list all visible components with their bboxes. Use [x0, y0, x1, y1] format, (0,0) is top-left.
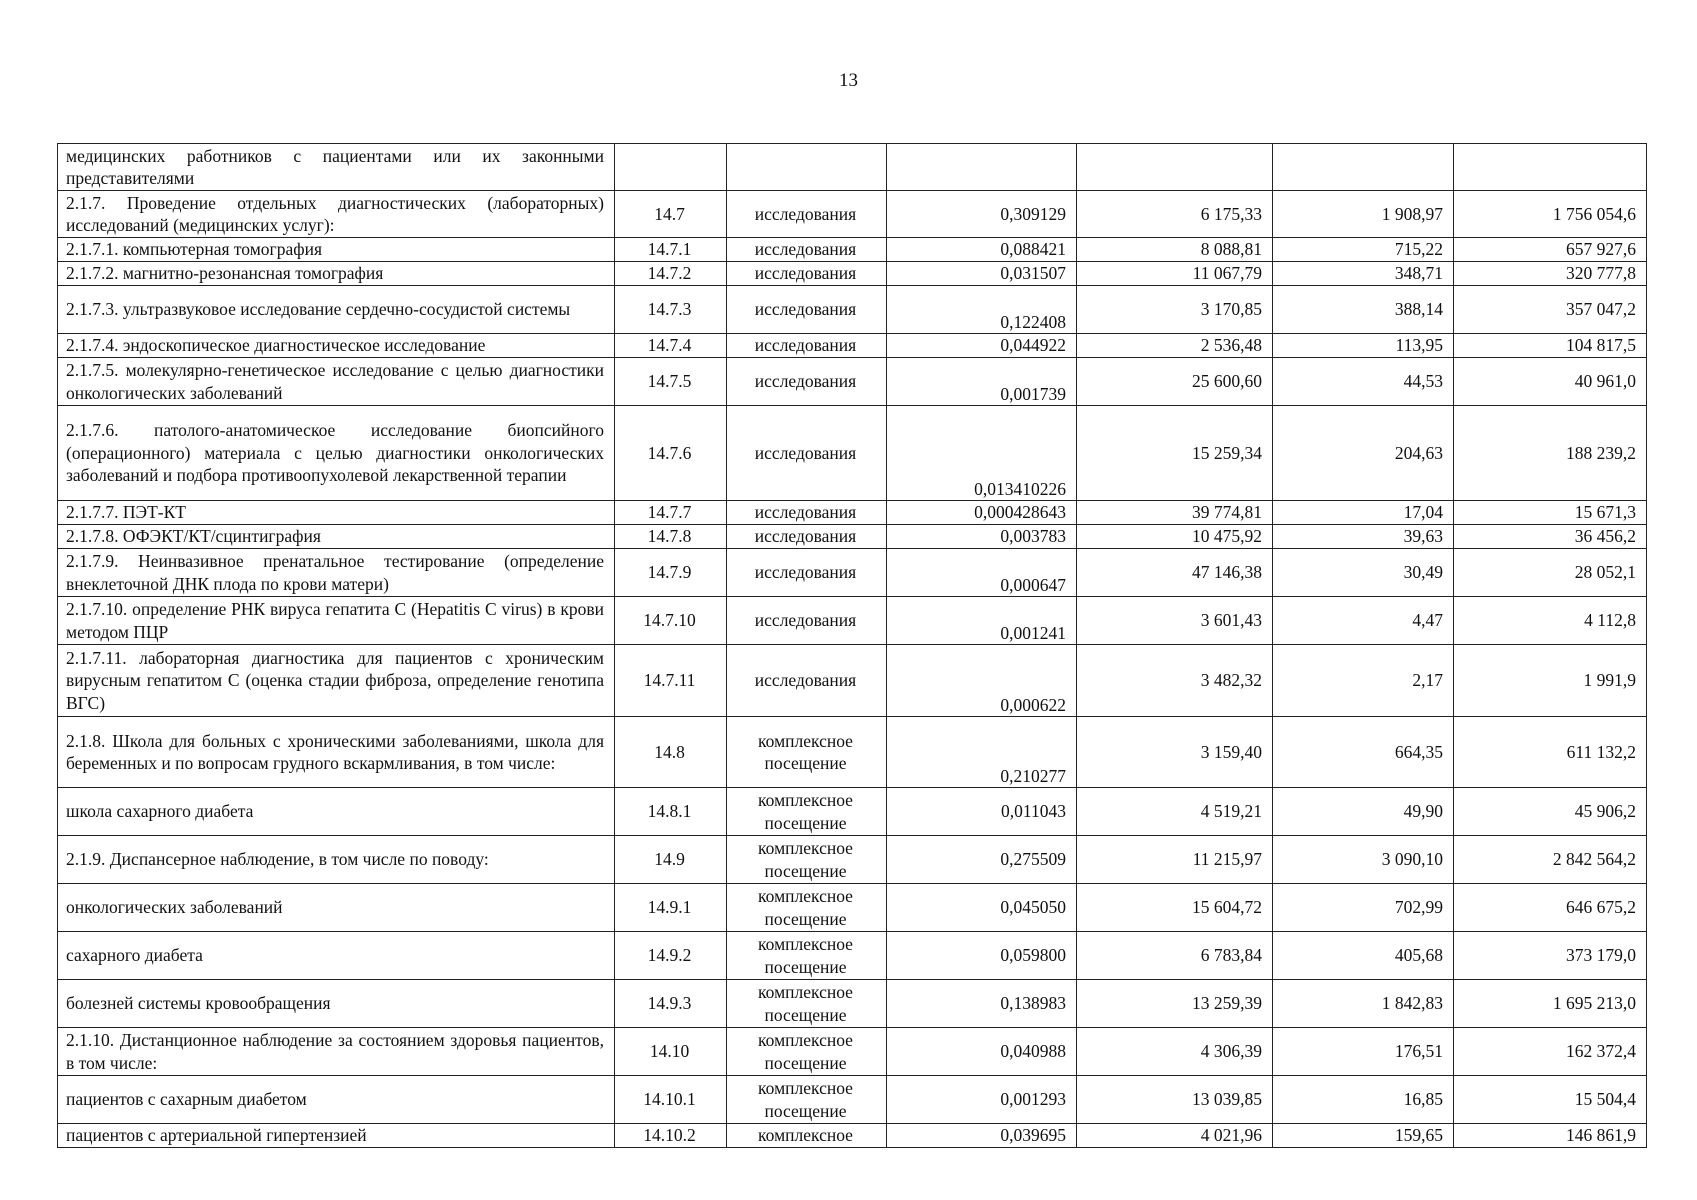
per-capita-cell: 4,47: [1273, 597, 1454, 645]
service-name-cell: 2.1.7.5. молекулярно-генетическое исследование с целью диагностики онкологических заболеваний: [58, 358, 615, 406]
norm-volume-cell: 0,138983: [887, 980, 1077, 1028]
table-row: [58, 549, 1647, 597]
unit-cell: комплексное посещение: [727, 932, 887, 980]
unit-cost-cell: 3 482,32: [1077, 645, 1273, 717]
service-name-cell: 2.1.9. Диспансерное наблюдение, в том числе по поводу:: [58, 836, 615, 884]
norm-volume-cell: 0,040988: [887, 1028, 1077, 1076]
unit-cell: исследования: [727, 501, 887, 525]
service-name-cell: сахарного диабета: [58, 932, 615, 980]
per-capita-cell: 159,65: [1273, 1124, 1454, 1148]
table-row: [58, 191, 1647, 238]
unit-cost-cell: 3 159,40: [1077, 717, 1273, 788]
total-amount-cell: [1454, 144, 1647, 191]
table-row: [58, 980, 1647, 1028]
per-capita-cell: 49,90: [1273, 788, 1454, 836]
unit-cost-cell: 4 021,96: [1077, 1124, 1273, 1148]
unit-cell: комплексное посещение: [727, 836, 887, 884]
row-code-cell: 14.7.5: [615, 358, 727, 406]
total-amount-cell: 657 927,6: [1454, 238, 1647, 262]
unit-cost-cell: 47 146,38: [1077, 549, 1273, 597]
total-amount-cell: 162 372,4: [1454, 1028, 1647, 1076]
total-amount-cell: 28 052,1: [1454, 549, 1647, 597]
per-capita-cell: 113,95: [1273, 334, 1454, 358]
unit-cost-cell: 11 215,97: [1077, 836, 1273, 884]
per-capita-cell: 204,63: [1273, 406, 1454, 501]
row-code-cell: [615, 144, 727, 191]
table-row: [58, 645, 1647, 717]
per-capita-cell: 388,14: [1273, 286, 1454, 334]
norm-volume-cell: 0,210277: [887, 717, 1077, 788]
total-amount-cell: 1 756 054,6: [1454, 191, 1647, 238]
table-body: [58, 144, 1647, 1148]
service-name-cell: медицинских работников с пациентами или их законными представителями: [58, 144, 615, 191]
row-code-cell: 14.10.2: [615, 1124, 727, 1148]
unit-cost-cell: 10 475,92: [1077, 525, 1273, 549]
unit-cost-cell: 15 259,34: [1077, 406, 1273, 501]
service-name-cell: школа сахарного диабета: [58, 788, 615, 836]
service-name-cell: 2.1.7.9. Неинвазивное пренатальное тестирование (определение внеклеточной ДНК плода по крови матери): [58, 549, 615, 597]
total-amount-cell: 15 504,4: [1454, 1076, 1647, 1124]
norm-volume-cell: 0,039695: [887, 1124, 1077, 1148]
norm-volume-cell: 0,001293: [887, 1076, 1077, 1124]
table-row: [58, 525, 1647, 549]
unit-cost-cell: 13 039,85: [1077, 1076, 1273, 1124]
total-amount-cell: 320 777,8: [1454, 262, 1647, 286]
norm-volume-cell: 0,000428643: [887, 501, 1077, 525]
unit-cost-cell: 11 067,79: [1077, 262, 1273, 286]
norm-volume-cell: 0,003783: [887, 525, 1077, 549]
unit-cost-cell: 3 601,43: [1077, 597, 1273, 645]
per-capita-cell: 3 090,10: [1273, 836, 1454, 884]
unit-cell: комплексное: [727, 1124, 887, 1148]
page-number: 13: [839, 70, 858, 91]
total-amount-cell: 188 239,2: [1454, 406, 1647, 501]
per-capita-cell: 348,71: [1273, 262, 1454, 286]
per-capita-cell: 405,68: [1273, 932, 1454, 980]
table-row: [58, 1124, 1647, 1148]
table-row: [58, 334, 1647, 358]
unit-cell: исследования: [727, 549, 887, 597]
total-amount-cell: 104 817,5: [1454, 334, 1647, 358]
service-name-cell: 2.1.7.4. эндоскопическое диагностическое исследование: [58, 334, 615, 358]
per-capita-cell: 17,04: [1273, 501, 1454, 525]
unit-cost-cell: 39 774,81: [1077, 501, 1273, 525]
row-code-cell: 14.7.3: [615, 286, 727, 334]
service-name-cell: пациентов с артериальной гипертензией: [58, 1124, 615, 1148]
row-code-cell: 14.9.3: [615, 980, 727, 1028]
table-row: [58, 1076, 1647, 1124]
norm-volume-cell: 0,001241: [887, 597, 1077, 645]
service-name-cell: 2.1.7.3. ультразвуковое исследование сердечно-сосудистой системы: [58, 286, 615, 334]
norm-volume-cell: 0,044922: [887, 334, 1077, 358]
service-name-cell: 2.1.7.1. компьютерная томография: [58, 238, 615, 262]
unit-cell: комплексное посещение: [727, 884, 887, 932]
unit-cost-cell: 15 604,72: [1077, 884, 1273, 932]
unit-cell: комплексное посещение: [727, 1028, 887, 1076]
per-capita-cell: 16,85: [1273, 1076, 1454, 1124]
table-row: [58, 406, 1647, 501]
service-name-cell: 2.1.10. Дистанционное наблюдение за состоянием здоровья пациентов, в том числе:: [58, 1028, 615, 1076]
unit-cell: исследования: [727, 286, 887, 334]
service-name-cell: 2.1.7. Проведение отдельных диагностических (лабораторных) исследований (медицинских услуг):: [58, 191, 615, 238]
per-capita-cell: 176,51: [1273, 1028, 1454, 1076]
row-code-cell: 14.8.1: [615, 788, 727, 836]
per-capita-cell: 1 908,97: [1273, 191, 1454, 238]
norm-volume-cell: 0,275509: [887, 836, 1077, 884]
table-row: [58, 358, 1647, 406]
service-name-cell: онкологических заболеваний: [58, 884, 615, 932]
table-row: [58, 717, 1647, 788]
row-code-cell: 14.7.11: [615, 645, 727, 717]
norm-volume-cell: 0,045050: [887, 884, 1077, 932]
total-amount-cell: 1 991,9: [1454, 645, 1647, 717]
service-name-cell: пациентов с сахарным диабетом: [58, 1076, 615, 1124]
unit-cell: исследования: [727, 238, 887, 262]
unit-cell: комплексное посещение: [727, 788, 887, 836]
unit-cell: исследования: [727, 645, 887, 717]
table-row: [58, 788, 1647, 836]
row-code-cell: 14.7.10: [615, 597, 727, 645]
unit-cost-cell: [1077, 144, 1273, 191]
row-code-cell: 14.9: [615, 836, 727, 884]
table-row: [58, 501, 1647, 525]
service-name-cell: 2.1.8. Школа для больных с хроническими заболеваниями, школа для беременных и по вопросам грудного вскармливания, в том числе:: [58, 717, 615, 788]
norm-volume-cell: 0,309129: [887, 191, 1077, 238]
row-code-cell: 14.7.1: [615, 238, 727, 262]
unit-cell: исследования: [727, 406, 887, 501]
row-code-cell: 14.9.2: [615, 932, 727, 980]
table-row: [58, 1028, 1647, 1076]
unit-cell: исследования: [727, 358, 887, 406]
per-capita-cell: 30,49: [1273, 549, 1454, 597]
row-code-cell: 14.8: [615, 717, 727, 788]
norm-volume-cell: 0,031507: [887, 262, 1077, 286]
total-amount-cell: 36 456,2: [1454, 525, 1647, 549]
unit-cell: комплексное посещение: [727, 980, 887, 1028]
row-code-cell: 14.7.2: [615, 262, 727, 286]
total-amount-cell: 4 112,8: [1454, 597, 1647, 645]
service-name-cell: 2.1.7.8. ОФЭКТ/КТ/сцинтиграфия: [58, 525, 615, 549]
total-amount-cell: 40 961,0: [1454, 358, 1647, 406]
per-capita-cell: [1273, 144, 1454, 191]
row-code-cell: 14.7.7: [615, 501, 727, 525]
service-name-cell: 2.1.7.10. определение РНК вируса гепатита С (Hepatitis C virus) в крови методом ПЦР: [58, 597, 615, 645]
row-code-cell: 14.7.4: [615, 334, 727, 358]
row-code-cell: 14.7: [615, 191, 727, 238]
normatives-table: [57, 143, 1647, 1148]
norm-volume-cell: 0,000647: [887, 549, 1077, 597]
unit-cost-cell: 2 536,48: [1077, 334, 1273, 358]
table-row: [58, 144, 1647, 191]
per-capita-cell: 664,35: [1273, 717, 1454, 788]
total-amount-cell: 2 842 564,2: [1454, 836, 1647, 884]
table-row: [58, 884, 1647, 932]
unit-cost-cell: 25 600,60: [1077, 358, 1273, 406]
table-row: [58, 262, 1647, 286]
per-capita-cell: 39,63: [1273, 525, 1454, 549]
total-amount-cell: 1 695 213,0: [1454, 980, 1647, 1028]
unit-cost-cell: 4 306,39: [1077, 1028, 1273, 1076]
per-capita-cell: 1 842,83: [1273, 980, 1454, 1028]
row-code-cell: 14.7.9: [615, 549, 727, 597]
unit-cost-cell: 6 175,33: [1077, 191, 1273, 238]
service-name-cell: 2.1.7.7. ПЭТ-КТ: [58, 501, 615, 525]
unit-cell: исследования: [727, 262, 887, 286]
row-code-cell: 14.7.8: [615, 525, 727, 549]
unit-cost-cell: 3 170,85: [1077, 286, 1273, 334]
service-name-cell: болезней системы кровообращения: [58, 980, 615, 1028]
service-name-cell: 2.1.7.11. лабораторная диагностика для пациентов с хроническим вирусным гепатитом С (оценка стадии фиброза, определение генотипа ВГС): [58, 645, 615, 717]
norm-volume-cell: 0,088421: [887, 238, 1077, 262]
unit-cell: исследования: [727, 597, 887, 645]
unit-cost-cell: 4 519,21: [1077, 788, 1273, 836]
service-name-cell: 2.1.7.2. магнитно-резонансная томография: [58, 262, 615, 286]
total-amount-cell: 646 675,2: [1454, 884, 1647, 932]
per-capita-cell: 715,22: [1273, 238, 1454, 262]
unit-cell: [727, 144, 887, 191]
unit-cost-cell: 13 259,39: [1077, 980, 1273, 1028]
unit-cell: комплексное посещение: [727, 717, 887, 788]
unit-cell: комплексное посещение: [727, 1076, 887, 1124]
service-name-cell: 2.1.7.6. патолого-анатомическое исследование биопсийного (операционного) материала с целью диагностики онкологических заболеваний и подбора противоопухолевой лекарственной терапии: [58, 406, 615, 501]
norm-volume-cell: 0,013410226: [887, 406, 1077, 501]
norm-volume-cell: 0,001739: [887, 358, 1077, 406]
row-code-cell: 14.9.1: [615, 884, 727, 932]
row-code-cell: 14.10.1: [615, 1076, 727, 1124]
unit-cell: исследования: [727, 191, 887, 238]
unit-cost-cell: 8 088,81: [1077, 238, 1273, 262]
total-amount-cell: 45 906,2: [1454, 788, 1647, 836]
total-amount-cell: 146 861,9: [1454, 1124, 1647, 1148]
norm-volume-cell: 0,059800: [887, 932, 1077, 980]
norm-volume-cell: 0,122408: [887, 286, 1077, 334]
table-row: [58, 238, 1647, 262]
table-row: [58, 597, 1647, 645]
total-amount-cell: 357 047,2: [1454, 286, 1647, 334]
table-row: [58, 836, 1647, 884]
unit-cost-cell: 6 783,84: [1077, 932, 1273, 980]
unit-cell: исследования: [727, 334, 887, 358]
norm-volume-cell: 0,011043: [887, 788, 1077, 836]
row-code-cell: 14.10: [615, 1028, 727, 1076]
norm-volume-cell: 0,000622: [887, 645, 1077, 717]
per-capita-cell: 2,17: [1273, 645, 1454, 717]
total-amount-cell: 373 179,0: [1454, 932, 1647, 980]
total-amount-cell: 611 132,2: [1454, 717, 1647, 788]
unit-cell: исследования: [727, 525, 887, 549]
table-row: [58, 286, 1647, 334]
per-capita-cell: 44,53: [1273, 358, 1454, 406]
table-row: [58, 932, 1647, 980]
total-amount-cell: 15 671,3: [1454, 501, 1647, 525]
norm-volume-cell: [887, 144, 1077, 191]
row-code-cell: 14.7.6: [615, 406, 727, 501]
per-capita-cell: 702,99: [1273, 884, 1454, 932]
